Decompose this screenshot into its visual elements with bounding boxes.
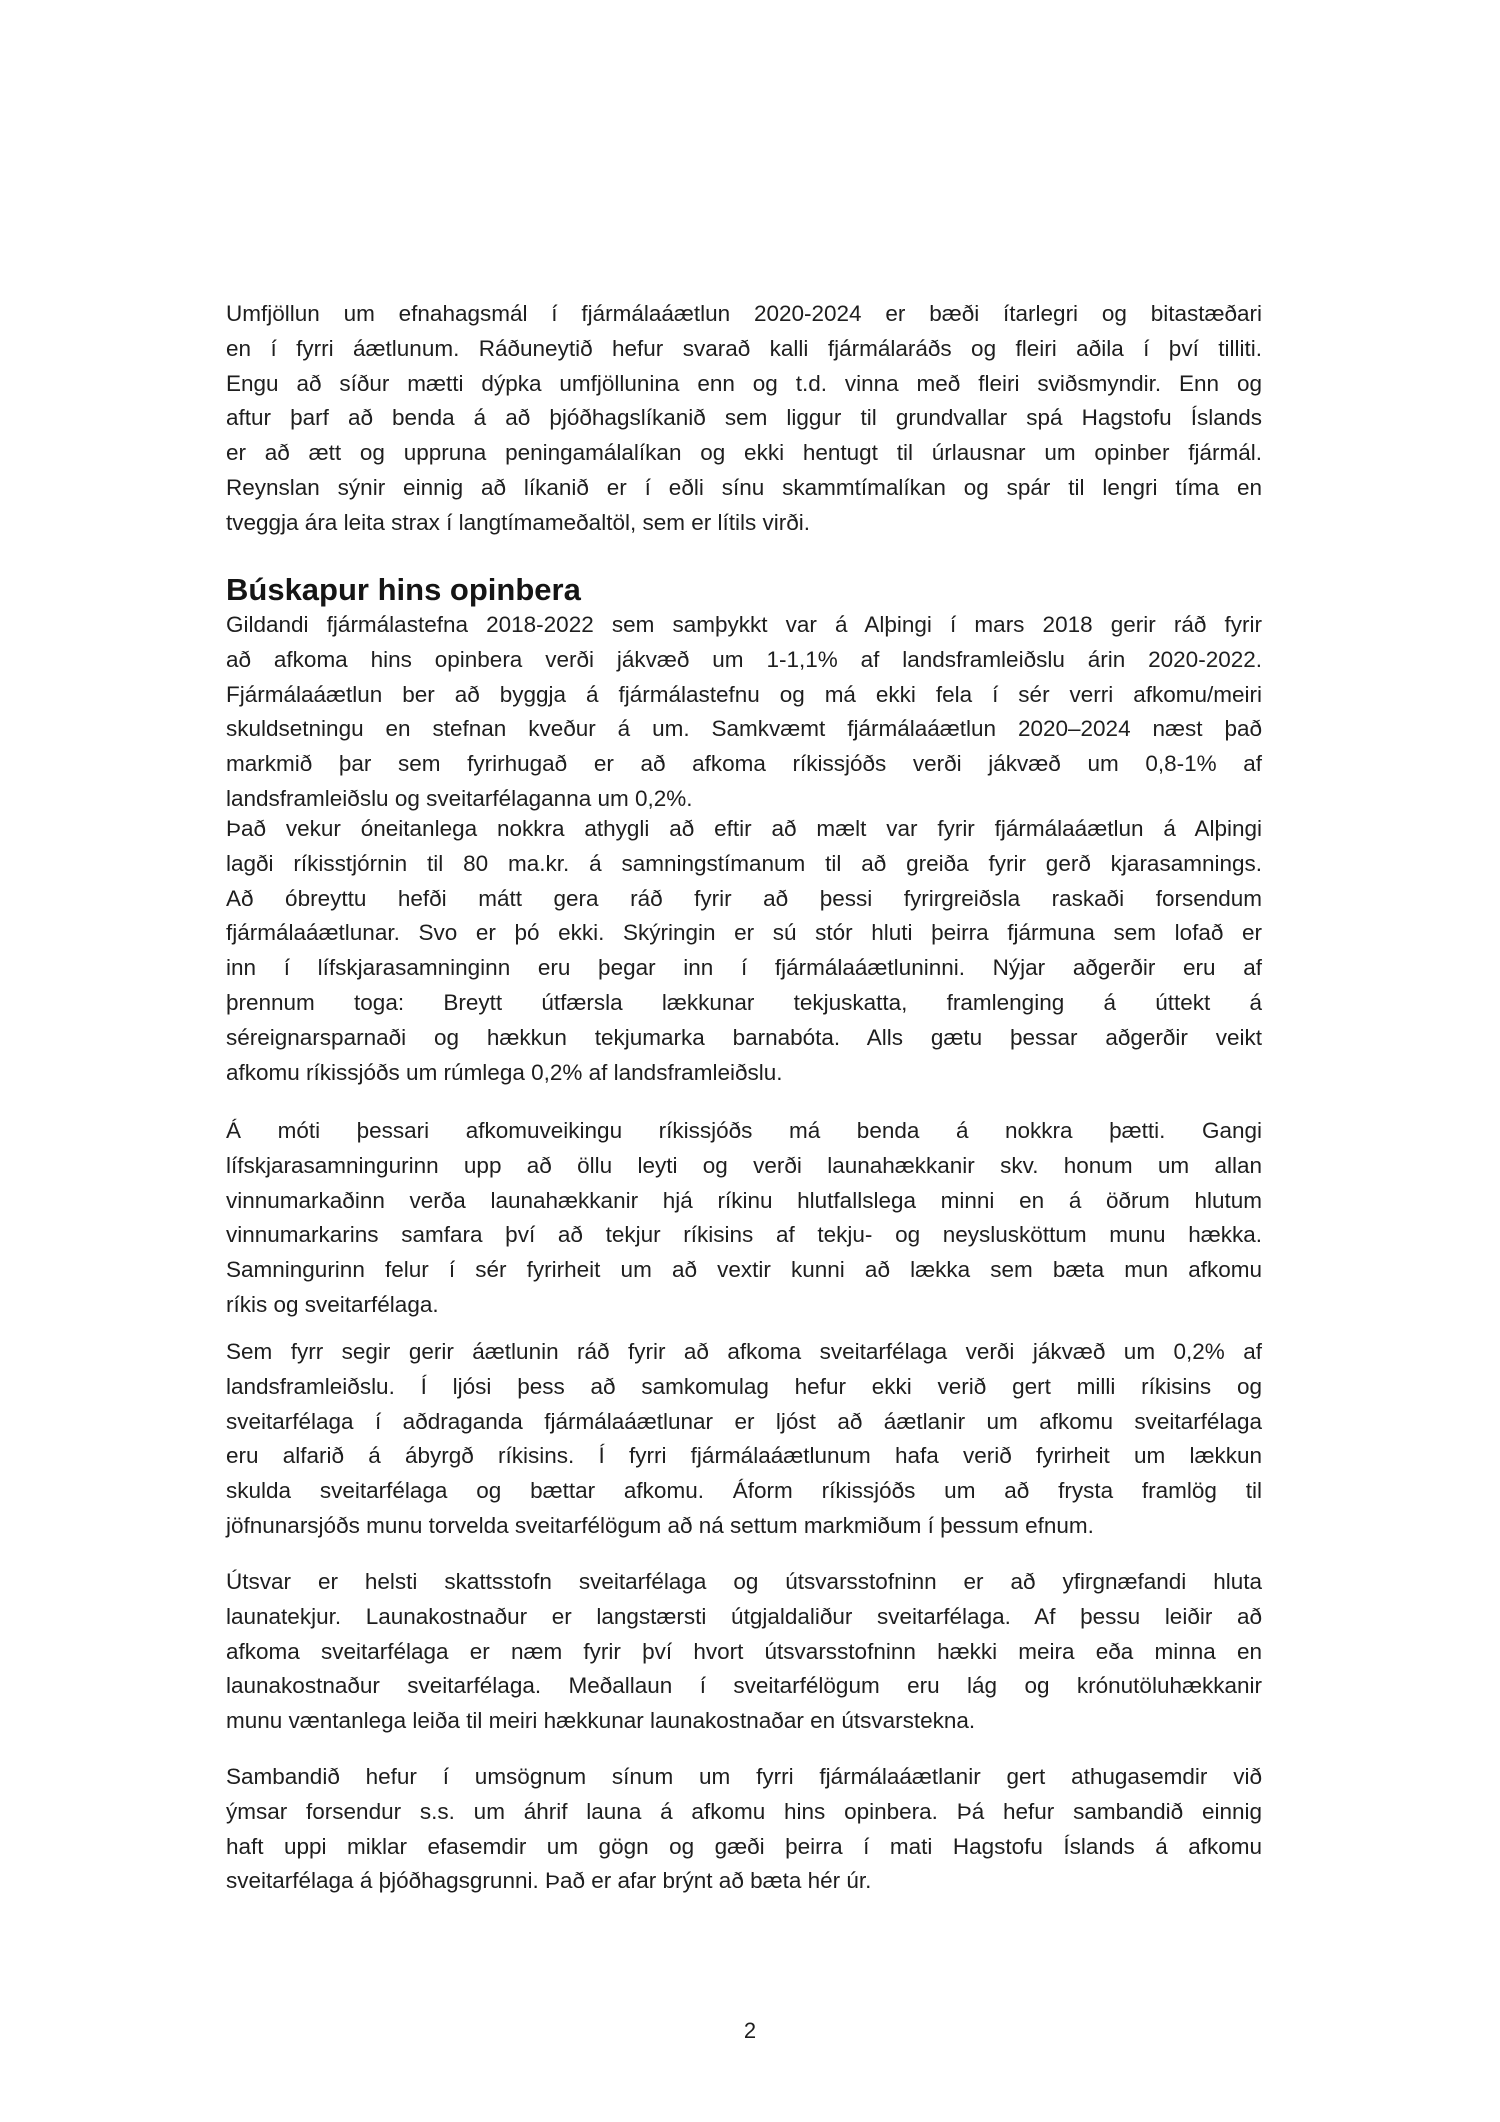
text-line: ýmsar forsendur s.s. um áhrif launa á afkomu hins opinbera. Þá hefur sambandið einnig — [226, 1798, 1262, 1824]
paragraph-municipal-tax — [226, 1565, 1262, 1739]
text-line: sveitarfélaga á þjóðhagsgrunni. Það er afar brýnt að bæta hér úr. — [226, 1868, 872, 1894]
text-line: sveitarfélaga í aðdraganda fjármálaáætlunar er ljóst að áætlanir um afkomu sveitarfélaga — [226, 1408, 1262, 1434]
text-line: að afkoma hins opinbera verði jákvæð um 1-1,1% af landsframleiðslu árin 2020-2022. — [226, 646, 1262, 672]
paragraph-offsetting-factors — [226, 1114, 1262, 1323]
text-line: lagði ríkisstjórnin til 80 ma.kr. á samningstímanum til að greiða fyrir gerð kjarasamnings. — [226, 850, 1262, 876]
text-line: Samningurinn felur í sér fyrirheit um að vextir kunni að lækka sem bæta mun afkomu — [226, 1257, 1262, 1283]
section-heading: Búskapur hins opinbera — [226, 572, 581, 607]
text-line: skulda sveitarfélaga og bættar afkomu. Áform ríkissjóðs um að frysta framlög til — [226, 1478, 1262, 1504]
text-line: ríkis og sveitarfélaga. — [226, 1291, 439, 1317]
paragraph-fiscal-policy — [226, 608, 1262, 817]
text-line: munu væntanlega leiða til meiri hækkunar launakostnaðar en útsvarstekna. — [226, 1708, 976, 1734]
text-line: afkomu ríkissjóðs um rúmlega 0,2% af landsframleiðslu. — [226, 1059, 783, 1085]
text-line: þrennum toga: Breytt útfærsla lækkunar tekjuskatta, framlenging á úttekt á — [226, 989, 1262, 1015]
text-line: markmið þar sem fyrirhugað er að afkoma ríkissjóðs verði jákvæð um 0,8-1% af — [226, 751, 1262, 777]
text-line: landsframleiðslu. Í ljósi þess að samkomulag hefur ekki verið gert milli ríkisins og — [226, 1373, 1262, 1399]
text-line: vinnumarkaðinn verða launahækkanir hjá ríkinu hlutfallslega minni en á öðrum hlutum — [226, 1187, 1262, 1213]
paragraph-wage-agreement — [226, 812, 1262, 1090]
paragraph-municipal-balance — [226, 1335, 1262, 1544]
text-line: Sambandið hefur í umsögnum sínum um fyrri fjármálaáætlanir gert athugasemdir við — [226, 1764, 1262, 1789]
text-line: Útsvar er helsti skattsstofn sveitarfélaga og útsvarsstofninn er að yfirgnæfandi hluta — [226, 1569, 1262, 1594]
text-line: afkoma sveitarfélaga er næm fyrir því hvort útsvarsstofninn hækki meira eða minna en — [226, 1638, 1262, 1664]
text-line: Sem fyrr segir gerir áætlunin ráð fyrir að afkoma sveitarfélaga verði jákvæð um 0,2% af — [226, 1339, 1262, 1364]
text-line: er að ætt og uppruna peningamálalíkan og ekki hentugt til úrlausnar um opinber fjármál. — [226, 440, 1262, 466]
text-line: inn í lífskjarasamninginn eru þegar inn í fjármálaáætluninni. Nýjar aðgerðir eru af — [226, 955, 1262, 981]
text-line: vinnumarkarins samfara því að tekjur ríkisins af tekju- og neyslusköttum munu hækka. — [226, 1222, 1262, 1248]
text-line: landsframleiðslu og sveitarfélaganna um 0,2%. — [226, 785, 693, 811]
text-line: Reynslan sýnir einnig að líkanið er í eðli sínu skammtímalíkan og spár til lengri tíma en — [226, 474, 1262, 500]
text-line: fjármálaáætlunar. Svo er þó ekki. Skýringin er sú stór hluti þeirra fjármuna sem lofað er — [226, 920, 1262, 946]
text-line: aftur þarf að benda á að þjóðhagslíkanið sem liggur til grundvallar spá Hagstofu Íslands — [226, 405, 1262, 431]
text-line: Engu að síður mætti dýpka umfjöllunina enn og t.d. vinna með fleiri sviðsmyndir. Enn og — [226, 370, 1262, 396]
text-line: lífskjarasamningurinn upp að öllu leyti og verði launahækkanir skv. honum um allan — [226, 1152, 1262, 1178]
text-line: Á móti þessari afkomuveikingu ríkissjóðs má benda á nokkra þætti. Gangi — [226, 1118, 1262, 1143]
text-line: Umfjöllun um efnahagsmál í fjármálaáætlun 2020-2024 er bæði ítarlegri og bitastæðari — [226, 301, 1262, 326]
text-line: haft uppi miklar efasemdir um gögn og gæði þeirra í mati Hagstofu Íslands á afkomu — [226, 1833, 1262, 1859]
paragraph-association-remarks — [226, 1760, 1262, 1899]
text-line: tveggja ára leita strax í langtímameðaltöl, sem er lítils virði. — [226, 509, 810, 535]
text-line: launatekjur. Launakostnaður er langstærsti útgjaldaliður sveitarfélaga. Af þessu leiðir að — [226, 1603, 1262, 1629]
intro-paragraph — [226, 297, 1262, 541]
text-line: launakostnaður sveitarfélaga. Meðallaun í sveitarfélögum eru lág og krónutöluhækkanir — [226, 1673, 1262, 1699]
page-number: 2 — [743, 2018, 757, 2043]
text-line: séreignarsparnaði og hækkun tekjumarka barnabóta. Alls gætu þessar aðgerðir veikt — [226, 1024, 1262, 1050]
text-line: eru alfarið á ábyrgð ríkisins. Í fyrri fjármálaáætlunum hafa verið fyrirheit um lækkun — [226, 1443, 1262, 1469]
text-line: skuldsetningu en stefnan kveður á um. Samkvæmt fjármálaáætlun 2020–2024 næst það — [226, 716, 1262, 742]
text-line: Fjármálaáætlun ber að byggja á fjármálastefnu og má ekki fela í sér verri afkomu/meiri — [226, 681, 1262, 707]
text-line: Gildandi fjármálastefna 2018-2022 sem samþykkt var á Alþingi í mars 2018 gerir ráð fyrir — [226, 612, 1262, 637]
text-line: Það vekur óneitanlega nokkra athygli að eftir að mælt var fyrir fjármálaáætlun á Alþingi — [226, 816, 1262, 841]
text-line: jöfnunarsjóðs munu torvelda sveitarfélögum að ná settum markmiðum í þessum efnum. — [226, 1512, 1094, 1538]
text-line: Að óbreyttu hefði mátt gera ráð fyrir að þessi fyrirgreiðsla raskaði forsendum — [226, 885, 1262, 911]
text-line: en í fyrri áætlunum. Ráðuneytið hefur svarað kalli fjármálaráðs og fleiri aðila í því tilliti. — [226, 335, 1262, 361]
